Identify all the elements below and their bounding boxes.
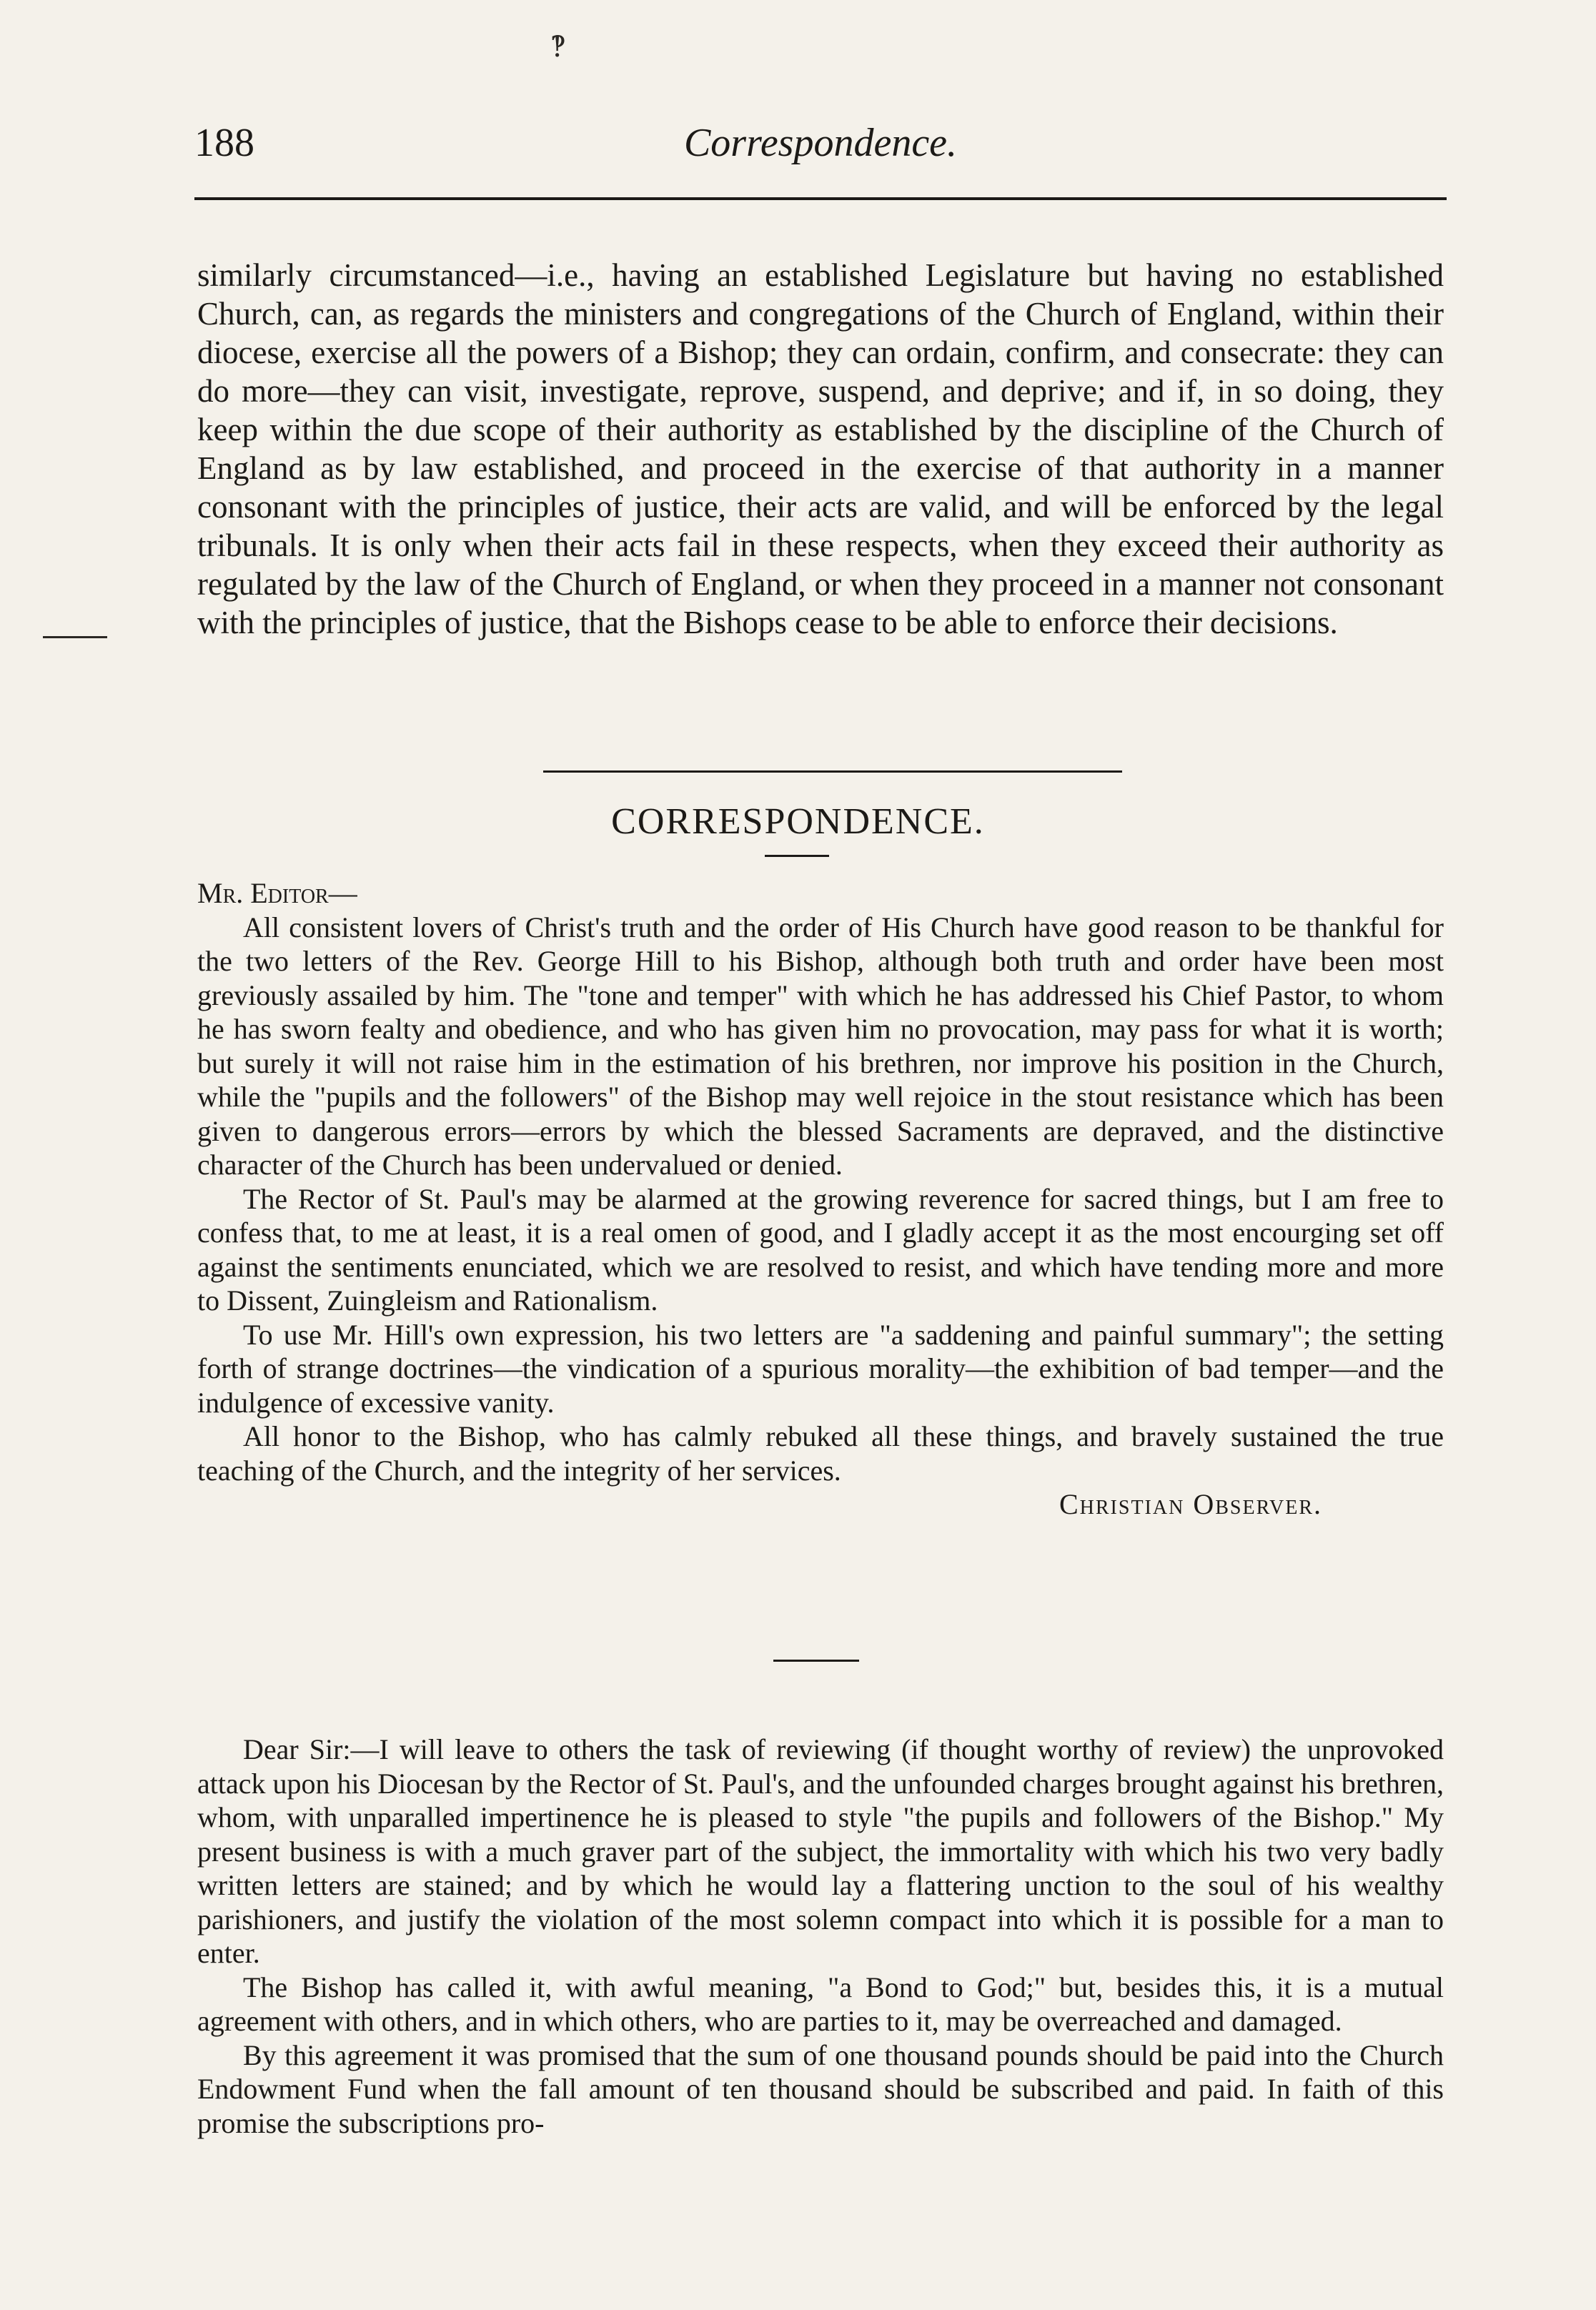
letter-christian-observer	[197, 876, 1444, 1522]
lead-paragraph	[197, 256, 1444, 642]
letter-divider	[773, 1660, 859, 1662]
margin-mark	[43, 636, 107, 638]
letter-paragraph: To use Mr. Hill's own expression, his two letters are "a saddening and painful summary"; the setting forth of strange doctrines—the vindication of a spurious morality—the exhibition of bad temper—and the indulgence of excessive vanity.	[197, 1318, 1444, 1419]
letter-paragraph: The Rector of St. Paul's may be alarmed at the growing reverence for sacred things, but I am free to confess that, to me at least, it is a real omen of good, and I gladly accept it as the most encourging set off against the sentiments enunciated, which we are resolved to resist, and which have tending more and more to Dissent, Zuingleism and Rationalism.	[197, 1182, 1444, 1317]
letter-paragraph: Dear Sir:—I will leave to others the task of reviewing (if thought worthy of review) the unprovoked attack upon his Diocesan by the Rector of St. Paul's, and the unfounded charges brought against his brethren, whom, with unparalled impertinence he is pleased to style "the pupils and followers of the Bishop." My present business is with a much graver part of the subject, the immortality with which his two very badly written letters are stained; and by which he would lay a flattering unction to the soul of his wealthy parishioners, and justify the violation of the most solemn compact into which it is possible for a man to enter.	[197, 1733, 1444, 1969]
letter-paragraph: All honor to the Bishop, who has calmly rebuked all these things, and bravely sustained the true teaching of the Church, and the integrity of her services.	[197, 1420, 1444, 1487]
page-header	[194, 114, 1447, 172]
title-underline	[765, 855, 829, 857]
running-head: Correspondence.	[683, 121, 958, 165]
letter-signature: Christian Observer.	[1059, 1488, 1322, 1520]
ink-speck: ‽	[550, 31, 566, 63]
lead-text: similarly circumstanced—i.e., having an established Legislature but having no established Church, can, as regards the ministers and congregations of the Church of England, within their diocese, exercise all the powers of a Bishop; they can ordain, confirm, and consecrate: they can do more—they can visit, investigate, reprove, suspend, and deprive; and if, in so doing, they keep within the due scope of their authority as established by the discipline of the Church of England as by law established, and proceed in the exercise of that authority in a manner consonant with the principles of justice, their acts are valid, and will be enforced by the legal tribunals. It is only when their acts fail in these respects, when they exceed their authority as regulated by the law of the Church of England, or when they proceed in a manner not consonant with the principles of justice, that the Bishops cease to be able to enforce their decisions.	[197, 257, 1444, 640]
letter-paragraph: By this agreement it was promised that the sum of one thousand pounds should be paid into the Church Endowment Fund when the fall amount of ten thousand should be subscribed and paid. In faith of this promise the subscriptions pro-	[197, 2038, 1444, 2139]
section-divider	[543, 770, 1122, 773]
letter-dear-sir	[197, 1732, 1444, 2140]
letter-salutation: Mr. Editor—	[197, 877, 357, 909]
header-rule	[194, 197, 1447, 200]
letter-paragraph: The Bishop has called it, with awful meaning, "a Bond to God;" but, besides this, it is a mutual agreement with others, and in which others, who are parties to it, may be overreached and damaged.	[197, 1971, 1444, 2037]
section-title: CORRESPONDENCE.	[611, 801, 985, 842]
letter-paragraph: All consistent lovers of Christ's truth and the order of His Church have good reason to be thankful for the two letters of the Rev. George Hill to his Bishop, although both truth and order have been most greviously assailed by him. The "tone and temper" with which he has addressed his Chief Pastor, to whom he has sworn fealty and obedience, and who has given him no provocation, may pass for what it is worth; but surely it will not raise him in the estimation of his brethren, nor improve his position in the Church, while the "pupils and the followers" of the Bishop may well rejoice in the stout resistance which has been given to dangerous errors—errors by which the blessed Sacraments are depraved, and the distinctive character of the Church has been undervalued or denied.	[197, 911, 1444, 1181]
page-number: 188	[194, 121, 254, 165]
